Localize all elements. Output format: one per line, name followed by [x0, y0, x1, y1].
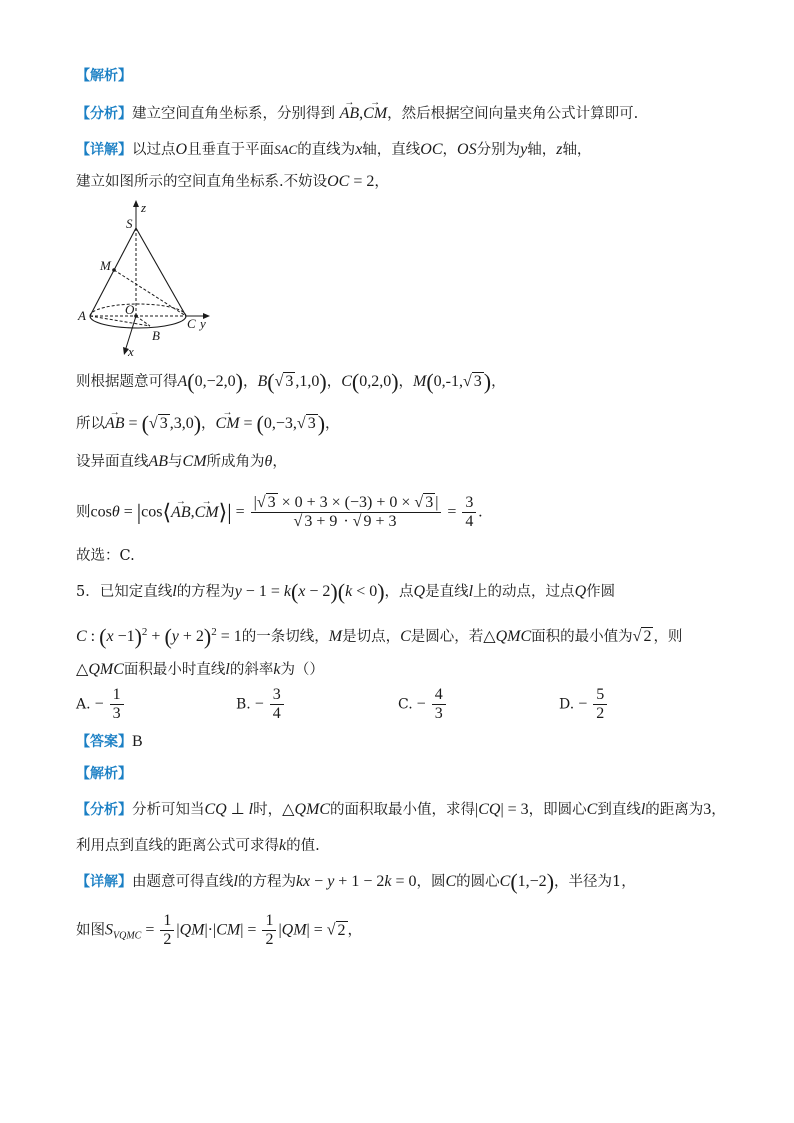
- label-z: z: [141, 200, 147, 215]
- tag-daan: 【答案】: [76, 734, 132, 750]
- choice-b[interactable]: B. − $\frac{3}{4}$: [236, 686, 286, 723]
- choice-c[interactable]: C. − $\frac{4}{3}$: [398, 686, 448, 723]
- tag-fenxi: 【分析】: [76, 106, 132, 122]
- angle-line: 设异面直线AB与CM所成角为θ，: [76, 453, 287, 470]
- choice-a[interactable]: A. − $\frac{1}{3}$: [76, 686, 126, 723]
- cos-fraction: $\frac{|√ 3 \times 0 + 3 \times (-3) + 0 \times √ 3 |}{√ 3 + 9 \cdot √ 9 + 3}$: [251, 494, 442, 531]
- vector-cm: → CM: [363, 104, 387, 124]
- choose-line: 故选：C.: [76, 548, 135, 564]
- q5-stem-1: 5．已知定直线l的方程为y − 1 = k(x − 2)(k < 0)，点Q是直线l上的动点，过点Q作圆: [76, 579, 616, 604]
- answer-line: [76, 732, 143, 752]
- label-c: C: [187, 316, 196, 331]
- label-a: A: [78, 308, 86, 323]
- answer-value: B: [132, 733, 143, 750]
- label-o: O: [125, 302, 135, 317]
- q5-stem-2: C : $(x -1)^2 + (y + 2)^2 = 1$的一条切线，M是切点，C是圆心，若△QMC面积的最小值为√ 2 ，则: [76, 623, 683, 649]
- tag-xiangjie: 【详解】: [76, 142, 132, 158]
- label-x: x: [128, 344, 134, 359]
- detail-line-4-1: 【详解】以过点O且垂直于平面SAC的直线为x轴，直线OC，OS分别为y轴，z轴，: [76, 141, 592, 158]
- cone-figure: [76, 198, 226, 360]
- analysis-line-5-2: 利用点到直线的距离公式可求得k的值.: [76, 837, 320, 854]
- label-y: y: [200, 316, 206, 331]
- cos-line: 则cosθ = |cos⟨→ AB,→ CM⟩| = $\frac{|√ 3 \times 0 + 3 \times (-3) + 0 \times √ 3 |}{√ 3 + 9 \cdot √ 9 + 3}$ = $\frac{3}{4}$ .: [76, 494, 482, 531]
- q5-stem-3: △QMC面积最小时直线l的斜率k为（）: [76, 661, 324, 678]
- label-s: S: [126, 216, 133, 231]
- detail-line-5-1: 【详解】由题意可得直线l的方程为kx − y + 1 − 2k = 0，圆C的圆心C(1,−2)，半径为1，: [76, 869, 636, 894]
- vector-ab: → AB: [340, 104, 360, 124]
- analysis-line-4: 【分析】建立空间直角坐标系，分别得到 → AB,→ CM，然后根据空间向量夹角公式计算即可.: [76, 104, 638, 124]
- choice-d[interactable]: D. − $\frac{5}{2}$: [559, 686, 609, 723]
- tag-jiexi: 【解析】: [76, 68, 132, 84]
- label-b: B: [152, 328, 160, 343]
- vectors-line: 所以→ AB = (√ 3 ,3,0)，→ CM = (0,−3,√ 3)，: [76, 414, 340, 434]
- analysis-line-5-1: 【分析】分析可知当CQ ⊥ l时，△QMC的面积取最小值，求得|CQ| = 3，即圆心C到直线l的距离为3，: [76, 801, 726, 818]
- label-m: M: [100, 258, 111, 273]
- coords-line: 则根据题意可得A(0,−2,0)，B(√ 3 ,1,0)，C(0,2,0)，M(0,-1,√ 3)，: [76, 369, 506, 394]
- section-jiexi: [76, 66, 132, 86]
- detail-line-4-2: 建立如图所示的空间直角坐标系.不妨设OC = 2，: [76, 173, 389, 190]
- section-jiexi-5: 【解析】: [76, 766, 132, 782]
- detail-line-5-2: 如图$S_{VQMC}$ = $\frac{1}{2}$ |QM|·|CM| = $\frac{1}{2}$ |QM| = √ 2 ，: [76, 912, 363, 948]
